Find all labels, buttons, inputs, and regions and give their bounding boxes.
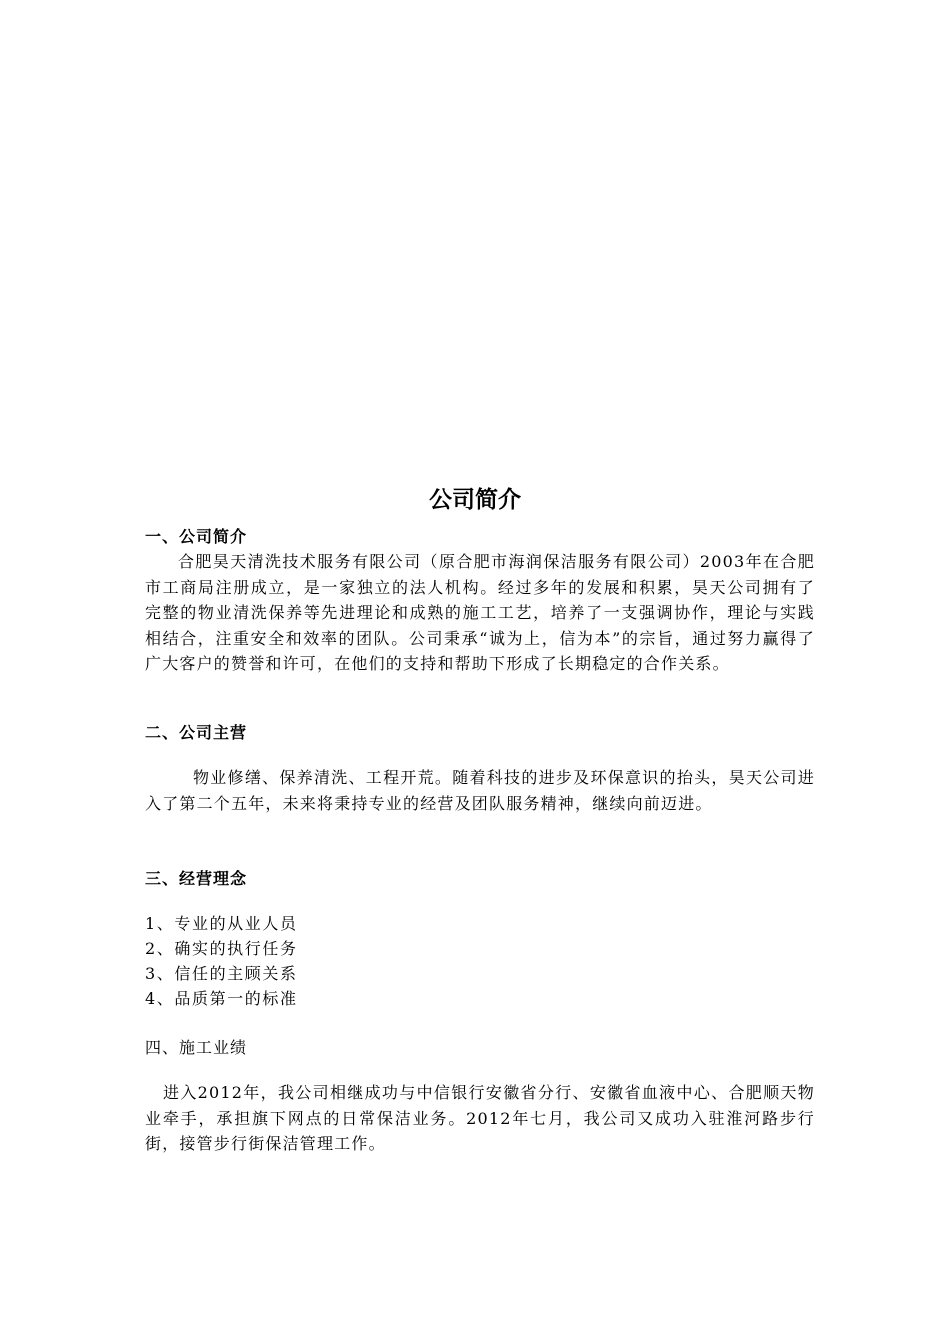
section-heading: 二、公司主营 (145, 723, 248, 742)
section-heading: 一、公司简介 (145, 527, 248, 546)
section-heading: 四、施工业绩 (145, 1038, 248, 1057)
section-paragraph: 进入2012年，我公司相继成功与中信银行安徽省分行、安徽省血液中心、合肥顺天物业牵手，承担旗下网点的日常保洁业务。2012年七月，我公司又成功入驻淮河路步行街，接管步行街保洁管理工作。 (145, 1083, 815, 1153)
list-item: 3、信任的主顾关系 (145, 964, 298, 983)
list-item: 1、专业的从业人员 (145, 914, 298, 933)
document-title: 公司简介 (429, 487, 521, 513)
section-business-philosophy (145, 867, 815, 1011)
section-company-profile (145, 525, 815, 677)
philosophy-list (145, 911, 815, 1011)
list-item: 2、确实的执行任务 (145, 939, 298, 958)
section-heading: 三、经营理念 (145, 869, 248, 888)
section-project-performance (145, 1036, 815, 1157)
list-item: 4、品质第一的标准 (145, 989, 298, 1008)
section-main-business (145, 721, 815, 816)
section-paragraph: 合肥昊天清洗技术服务有限公司（原合肥市海润保洁服务有限公司）2003年在合肥市工商局注册成立，是一家独立的法人机构。经过多年的发展和积累，昊天公司拥有了完整的物业清洗保养等先进理论和成熟的施工工艺，培养了一支强调协作，理论与实践相结合，注重安全和效率的团队。公司秉承“诚为上，信为本”的宗旨，通过努力赢得了广大客户的赞誉和许可，在他们的支持和帮助下形成了长期稳定的合作关系。 (145, 552, 815, 673)
section-paragraph: 物业修缮、保养清洗、工程开荒。随着科技的进步及环保意识的抬头，昊天公司进入了第二个五年，未来将秉持专业的经营及团队服务精神，继续向前迈进。 (145, 768, 815, 813)
